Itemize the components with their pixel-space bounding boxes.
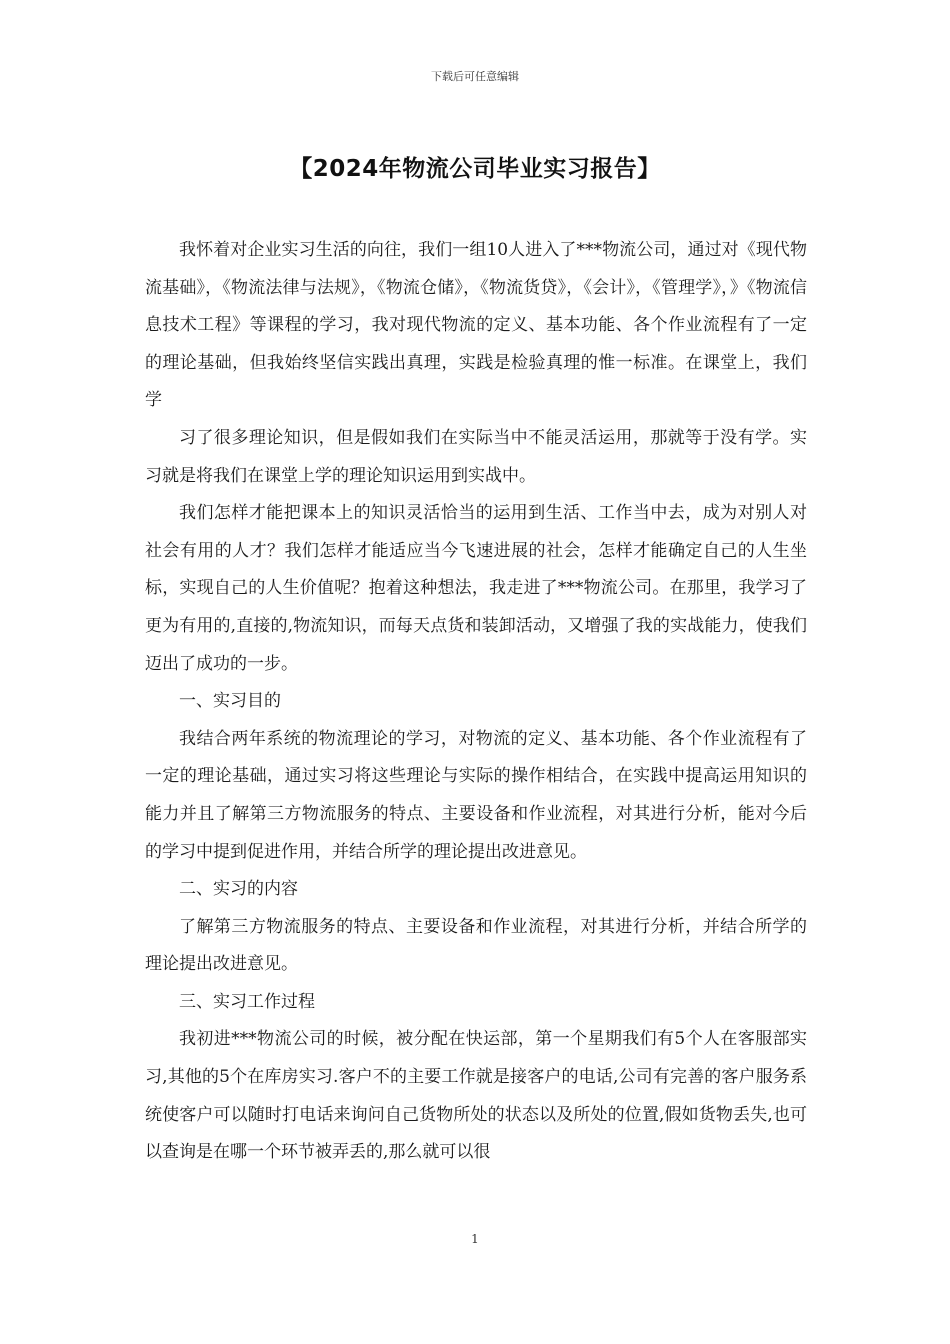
- paragraph-content: 了解第三方物流服务的特点、主要设备和作业流程，对其进行分析，并结合所学的理论提出改进意见。: [145, 916, 807, 975]
- section-heading-purpose: 一、实习目的: [179, 691, 281, 712]
- page-number: 1: [471, 1232, 479, 1246]
- paragraph-motivation: 我们怎样才能把课本上的知识灵活恰当的运用到生活、工作当中去，成为对别人对社会有用的人才？我们怎样才能适应当今飞速进展的社会，怎样才能确定自己的人生坐标，实现自己的人生价值呢？抱着这种想法，我走进了***物流公司。在那里，我学习了更为有用的,直接的,物流知识，而每天点货和装卸活动，又增强了我的实战能力，使我们迈出了成功的一步。: [145, 503, 807, 674]
- paragraph-theory: 习了很多理论知识，但是假如我们在实际当中不能灵活运用，那就等于没有学。实习就是将我们在课堂上学的理论知识运用到实战中。: [145, 427, 807, 486]
- paragraph-process: 我初进***物流公司的时候，被分配在快运部，第一个星期我们有5个人在客服部实习,其他的5个在库房实习.客户不的主要工作就是接客户的电话,公司有完善的客户服务系统使客户可以随时打电话来询问自己货物所处的状态以及所处的位置,假如货物丢失,也可以查询是在哪一个环节被弄丢的,那么就可以很: [145, 1029, 807, 1163]
- section-heading-process: 三、实习工作过程: [179, 991, 315, 1012]
- document-title: 【2024年物流公司毕业实习报告】: [289, 156, 661, 182]
- page-header: 下载后可任意编辑: [431, 70, 519, 83]
- document-body: [145, 232, 807, 1172]
- section-heading-content: 二、实习的内容: [179, 879, 298, 900]
- paragraph-purpose: 我结合两年系统的物流理论的学习，对物流的定义、基本功能、各个作业流程有了一定的理论基础，通过实习将这些理论与实际的操作相结合，在实践中提高运用知识的能力并且了解第三方物流服务的特点、主要设备和作业流程，对其进行分析，能对今后的学习中提到促进作用，并结合所学的理论提出改进意见。: [145, 728, 807, 862]
- paragraph-intro: 我怀着对企业实习生活的向往，我们一组10人进入了***物流公司，通过对《现代物流基础》，《物流法律与法规》，《物流仓储》，《物流货贷》，《会计》，《管理学》，》《物流信息技术工程》等课程的学习，我对现代物流的定义、基本功能、各个作业流程有了一定的理论基础，但我始终坚信实践出真理，实践是检验真理的惟一标准。在课堂上，我们学: [145, 240, 807, 411]
